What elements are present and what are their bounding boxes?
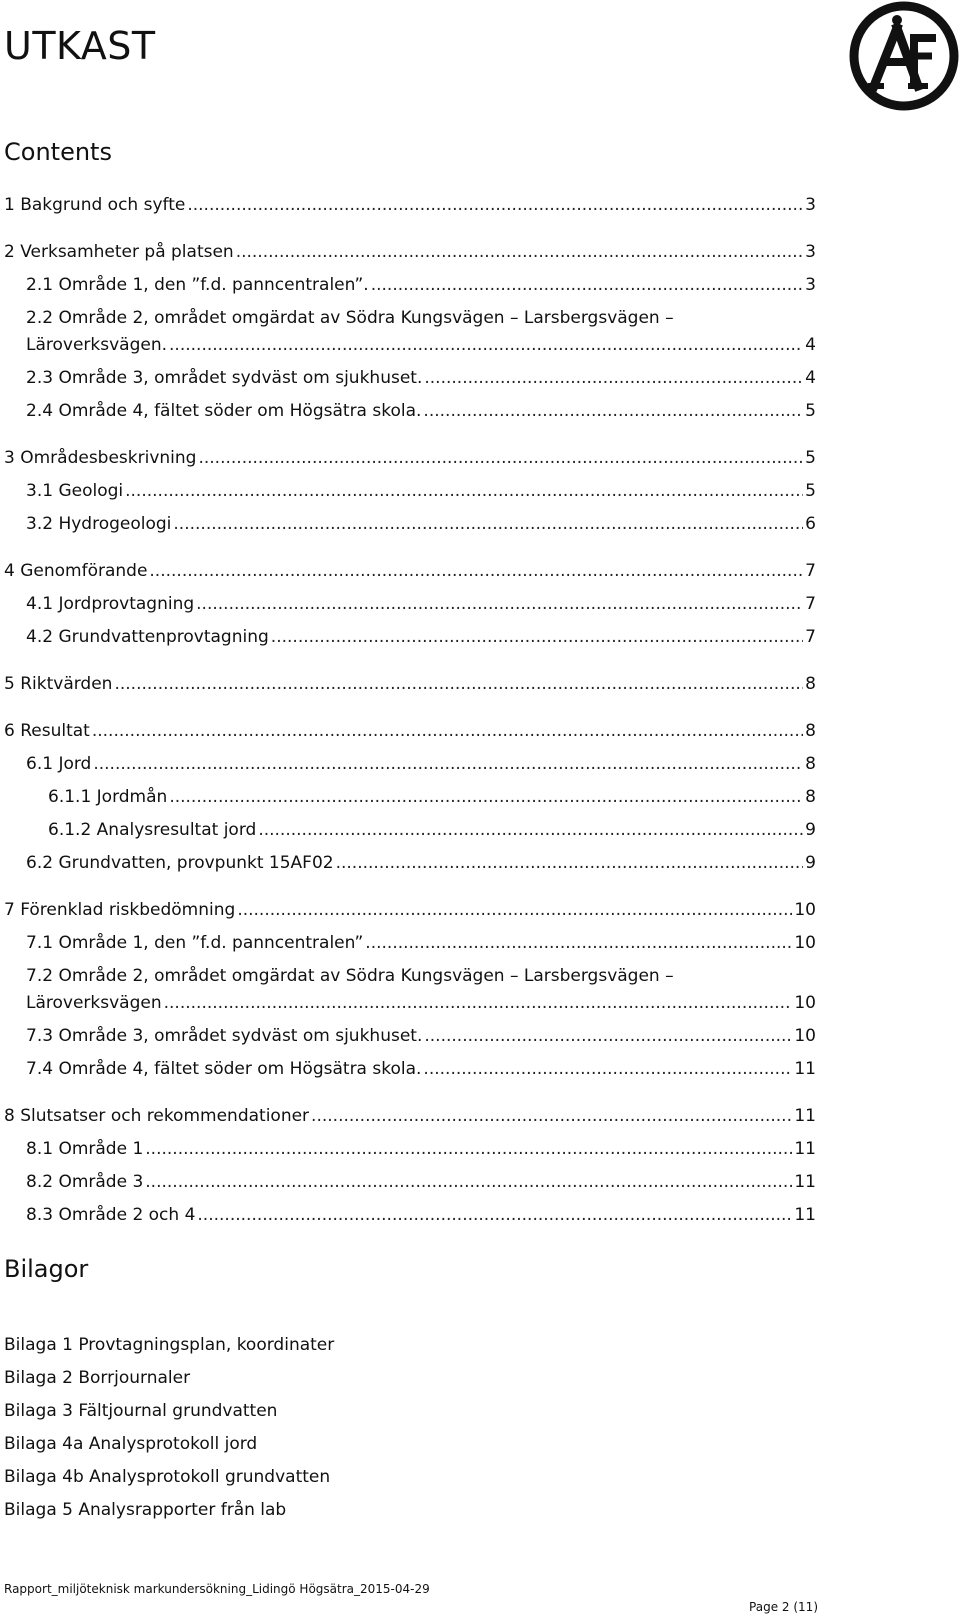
list-item: Bilaga 2 Borrjournaler	[4, 1368, 191, 1388]
bilagor-list	[4, 1332, 334, 1530]
toc-entry[interactable]: 3 Områdesbeskrivning ..... 5	[4, 445, 816, 472]
toc-entry[interactable]: 7 Förenklad riskbedömning ..... 10	[4, 897, 816, 924]
toc-entry[interactable]: 8.3 Område 2 och 4 ..... 11	[4, 1202, 816, 1229]
toc-entry[interactable]: 8.1 Område 1 ..... 11	[4, 1136, 816, 1163]
toc-entry[interactable]: 7.3 Område 3, området sydväst om sjukhuset. ..... 10	[4, 1023, 816, 1050]
list-item: Bilaga 1 Provtagningsplan, koordinater	[4, 1335, 335, 1355]
toc-entry[interactable]: 6.1.1 Jordmån ..... 8	[4, 784, 816, 811]
toc-entry[interactable]: 6.1 Jord ..... 8	[4, 751, 816, 778]
toc-entry[interactable]: 2 Verksamheter på platsen ..... 3	[4, 239, 816, 266]
toc-entry[interactable]: 8.2 Område 3 ..... 11	[4, 1169, 816, 1196]
toc-entry[interactable]: 3.1 Geologi ..... 5	[4, 478, 816, 505]
toc-entry[interactable]: 4.1 Jordprovtagning ..... 7	[4, 591, 816, 618]
list-item: Bilaga 4a Analysprotokoll jord	[4, 1434, 258, 1454]
toc-entry[interactable]: 5 Riktvärden ..... 8	[4, 671, 816, 698]
footer-page-number: Page 2 (11)	[749, 1600, 818, 1614]
af-logo-icon	[848, 0, 960, 112]
toc-entry[interactable]: 4 Genomförande ..... 7	[4, 558, 816, 585]
toc-entry[interactable]: 8 Slutsatser och rekommendationer ..... 11	[4, 1103, 816, 1130]
toc-entry[interactable]: 2.3 Område 3, området sydväst om sjukhuset. ..... 4	[4, 365, 816, 392]
toc-entry[interactable]: 1 Bakgrund och syfte ..... 3	[4, 192, 816, 219]
toc-entry-line[interactable]: 7.2 Område 2, området omgärdat av Södra Kungsvägen – Larsbergsvägen –	[26, 966, 674, 986]
list-item: Bilaga 5 Analysrapporter från lab	[4, 1500, 287, 1520]
list-item: Bilaga 3 Fältjournal grundvatten	[4, 1401, 278, 1421]
toc-entry[interactable]: 7.4 Område 4, fältet söder om Högsätra skola. ..... 11	[4, 1056, 816, 1083]
toc-entry[interactable]: 6 Resultat ..... 8	[4, 718, 816, 745]
bilagor-heading: Bilagor	[4, 1255, 89, 1283]
list-item: Bilaga 4b Analysprotokoll grundvatten	[4, 1467, 331, 1487]
toc-entry-line[interactable]: 2.2 Område 2, området omgärdat av Södra Kungsvägen – Larsbergsvägen –	[26, 308, 674, 328]
toc-entry[interactable]: Läroverksvägen ..... 10	[4, 990, 816, 1017]
toc-entry[interactable]: 3.2 Hydrogeologi ..... 6	[4, 511, 816, 538]
toc-entry[interactable]: 7.1 Område 1, den ”f.d. panncentralen” ..... 10	[4, 930, 816, 957]
toc-entry[interactable]: 6.2 Grundvatten, provpunkt 15AF02 ..... 9	[4, 850, 816, 877]
toc-entry[interactable]: 2.1 Område 1, den ”f.d. panncentralen”. ..... 3	[4, 272, 816, 299]
toc-entry[interactable]: 2.4 Område 4, fältet söder om Högsätra skola. ..... 5	[4, 398, 816, 425]
contents-heading: Contents	[4, 138, 112, 166]
toc-entry[interactable]: 6.1.2 Analysresultat jord ..... 9	[4, 817, 816, 844]
footer-filename: Rapport_miljöteknisk markundersökning_Lidingö Högsätra_2015-04-29	[4, 1582, 430, 1596]
toc-entry[interactable]: Läroverksvägen. ..... 4	[4, 332, 816, 359]
toc-entry[interactable]: 4.2 Grundvattenprovtagning ..... 7	[4, 624, 816, 651]
table-of-contents	[4, 192, 816, 1229]
page-title: UTKAST	[4, 24, 156, 68]
